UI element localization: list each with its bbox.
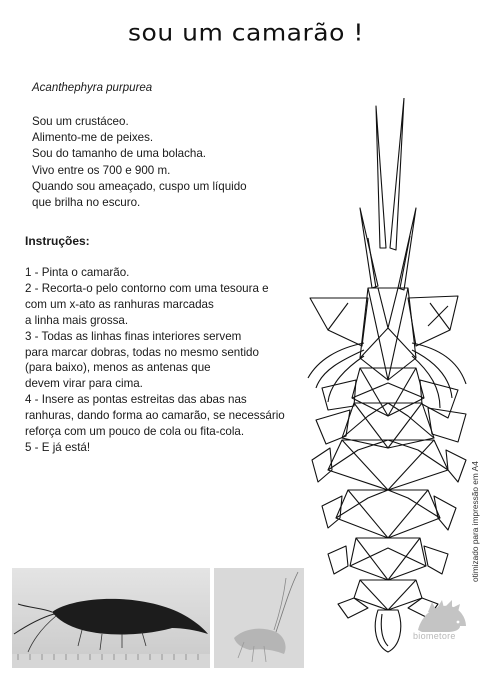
instruction-line: 2 - Recorta-o pelo contorno com uma tesoura e (25, 281, 269, 295)
instruction-line: para marcar dobras, todas no mesmo sentido (25, 345, 259, 359)
page-title: sou um camarão ! (128, 19, 364, 46)
print-note: otimizado para impressão em A4 (470, 461, 480, 582)
intro-line: Quando sou ameaçado, cuspo um líquido (32, 179, 247, 193)
instructions-heading: Instruções: (25, 234, 90, 248)
intro-line: Alimento-me de peixes. (32, 131, 154, 145)
species-name: Acanthephyra purpurea (32, 82, 153, 94)
instruction-line: 3 - Todas as linhas finas interiores servem (25, 329, 242, 343)
intro-line: que brilha no escuro. (32, 196, 141, 210)
instruction-line: devem virar para cima. (25, 377, 143, 391)
instruction-line: 5 - E já está! (25, 440, 91, 454)
specimen-photo (12, 568, 210, 668)
instruction-line: 1 - Pinta o camarão. (25, 266, 130, 279)
instruction-line: ranhuras, dando forma ao camarão, se necessário (25, 409, 285, 423)
instruction-line: com um x-ato as ranhuras marcadas (25, 297, 214, 311)
instruction-line: a linha mais grossa. (25, 313, 129, 327)
instructions-list (25, 265, 310, 456)
shrimp-cutout-template (298, 98, 478, 658)
instruction-line: (para baixo), menos as antenas que (25, 361, 211, 375)
intro-line: Vivo entre os 700 e 900 m. (32, 163, 171, 177)
instruction-line: 4 - Insere as pontas estreitas das abas nas (25, 393, 247, 407)
instruction-line: reforça com um pouco de cola ou fita-cola. (25, 425, 245, 439)
intro-line: Sou um crustáceo. (32, 115, 129, 128)
intro-line: Sou do tamanho de uma bolacha. (32, 147, 207, 161)
intro-text (32, 114, 322, 211)
logo-wordmark: biometore (413, 631, 456, 641)
underwater-photo (214, 568, 304, 668)
